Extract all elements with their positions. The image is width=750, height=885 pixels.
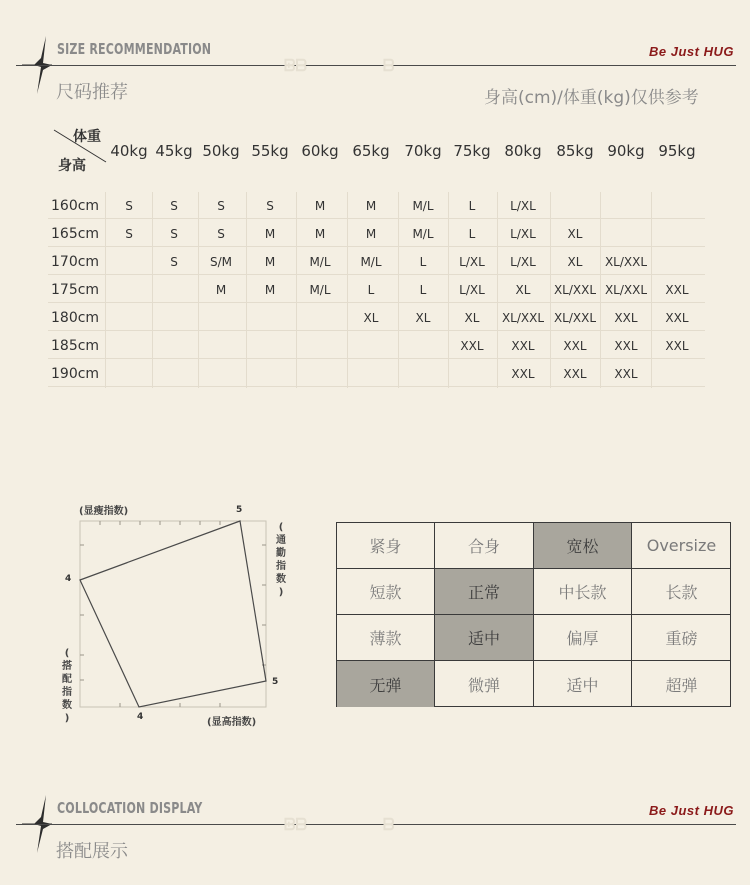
height-label: 185cm — [51, 338, 100, 354]
size-cell: M — [215, 283, 227, 297]
fit-option-cell: 宽松 — [534, 523, 632, 569]
size-cell: L — [468, 227, 476, 241]
height-label: 160cm — [51, 198, 100, 214]
fit-option-cell: 偏厚 — [534, 615, 632, 661]
size-cell: L — [419, 283, 427, 297]
radar-chart — [0, 495, 300, 735]
size-cell: M — [314, 227, 326, 241]
corner-height-label: 身高 — [58, 158, 86, 174]
height-label: 180cm — [51, 310, 100, 326]
size-cell: M — [365, 199, 377, 213]
size-cell: M/L — [309, 283, 331, 297]
weight-header: 70kg — [404, 142, 442, 160]
weight-header: 60kg — [301, 142, 339, 160]
size-cell: M — [264, 255, 276, 269]
table-row-rule — [48, 358, 705, 359]
fit-option-cell: 微弹 — [435, 661, 534, 707]
size-cell: L/XL — [459, 283, 485, 297]
table-row-rule — [48, 274, 705, 275]
fit-option-cell: 重磅 — [632, 615, 731, 661]
fit-option-cell: 薄款 — [337, 615, 435, 661]
height-label: 165cm — [51, 226, 100, 242]
fit-option-cell: Oversize — [632, 523, 731, 569]
weight-header: 45kg — [155, 142, 193, 160]
radar-value-left: 4 — [65, 574, 72, 584]
table-row-rule — [48, 386, 705, 387]
size-cell: XL/XXL — [553, 283, 597, 297]
size-note: 身高(cm)/体重(kg)仅供参考 — [484, 88, 699, 108]
faint-watermark-icon: ᗸᗷ — [284, 56, 308, 75]
table-row-rule — [48, 330, 705, 331]
size-cell: S — [125, 227, 133, 241]
radar-label-top: (显瘦指数) — [79, 506, 129, 517]
collocation-title-cn: 搭配展示 — [56, 841, 128, 862]
fit-option-cell: 适中 — [534, 661, 632, 707]
size-cell: XXL — [511, 339, 535, 353]
size-cell: M/L — [360, 255, 382, 269]
size-cell: S — [217, 199, 225, 213]
size-cell: S — [217, 227, 225, 241]
table-row-rule — [48, 218, 705, 219]
header-rule — [16, 65, 736, 66]
size-cell: XXL — [614, 367, 638, 381]
radar-polygon — [80, 521, 266, 707]
size-cell: XXL — [460, 339, 484, 353]
size-cell: S — [170, 199, 178, 213]
radar-value-top: 5 — [236, 505, 243, 515]
fit-option-cell: 短款 — [337, 569, 435, 615]
size-cell: M — [264, 227, 276, 241]
size-cell: XL/XXL — [553, 311, 597, 325]
size-cell: L/XL — [510, 199, 536, 213]
brand-logo: Be Just HUG — [649, 44, 734, 59]
size-cell: S — [170, 255, 178, 269]
radar-label-left: ( 搭 配 指 数 ) — [62, 648, 72, 724]
faint-watermark-icon: ᗷ — [383, 815, 395, 834]
size-cell: XL — [515, 283, 531, 297]
size-cell: XL — [363, 311, 379, 325]
weight-header: 75kg — [453, 142, 491, 160]
size-cell: L — [367, 283, 375, 297]
size-cell: L/XL — [510, 255, 536, 269]
fit-option-cell: 正常 — [435, 569, 534, 615]
faint-watermark-icon: ᗷ — [383, 56, 395, 75]
size-cell: XXL — [511, 367, 535, 381]
size-cell: L — [419, 255, 427, 269]
size-cell: XL/XXL — [604, 255, 648, 269]
size-cell: XL/XXL — [501, 311, 545, 325]
size-cell: M — [264, 283, 276, 297]
size-cell: XL — [567, 227, 583, 241]
fit-option-cell: 合身 — [435, 523, 534, 569]
radar-label-right: ( 通 勤 指 数 ) — [276, 522, 286, 598]
corner-weight-label: 体重 — [73, 129, 101, 145]
size-cell: S/M — [209, 255, 232, 269]
collocation-header — [0, 799, 750, 879]
size-cell: M/L — [412, 199, 434, 213]
table-row-rule — [48, 302, 705, 303]
faint-watermark-icon: ᗸᗷ — [284, 815, 308, 834]
size-cell: XXL — [563, 367, 587, 381]
fit-option-cell: 超弹 — [665, 675, 698, 695]
radar-label-bottom: (显高指数) — [207, 717, 257, 728]
size-cell: XXL — [614, 311, 638, 325]
size-cell: L/XL — [510, 227, 536, 241]
table-row-rule — [48, 246, 705, 247]
size-cell: L — [468, 199, 476, 213]
fit-option-cell: 中长款 — [534, 569, 632, 615]
radar-frame — [0, 495, 300, 735]
size-cell: XL/XXL — [604, 283, 648, 297]
size-cell: S — [170, 227, 178, 241]
header-rule — [16, 824, 736, 825]
weight-header: 40kg — [110, 142, 148, 160]
size-header — [0, 40, 750, 120]
radar-value-right: 5 — [272, 677, 279, 687]
size-cell: M/L — [309, 255, 331, 269]
size-cell: L/XL — [459, 255, 485, 269]
size-cell: M — [365, 227, 377, 241]
size-cell: XXL — [563, 339, 587, 353]
weight-header: 55kg — [251, 142, 289, 160]
fit-option-cell: 适中 — [435, 615, 534, 661]
weight-header: 95kg — [658, 142, 696, 160]
size-cell: M — [314, 199, 326, 213]
size-cell: S — [125, 199, 133, 213]
size-cell: XXL — [665, 339, 689, 353]
weight-header: 90kg — [607, 142, 645, 160]
fit-option-cell: 无弹 — [337, 661, 435, 707]
radar-value-bottom: 4 — [137, 712, 144, 722]
height-label: 190cm — [51, 366, 100, 382]
size-cell: XL — [415, 311, 431, 325]
weight-header: 50kg — [202, 142, 240, 160]
size-cell: XL — [567, 255, 583, 269]
size-cell: XL — [464, 311, 480, 325]
section-title-cn: 尺码推荐 — [56, 82, 128, 103]
weight-header: 80kg — [504, 142, 542, 160]
size-cell: S — [266, 199, 274, 213]
fit-option-cell: 长款 — [632, 569, 731, 615]
section-title-en: SIZE RECOMMENDATION — [57, 40, 212, 58]
weight-header: 65kg — [352, 142, 390, 160]
size-cell: XXL — [614, 339, 638, 353]
brand-logo: Be Just HUG — [649, 803, 734, 818]
fit-attribute-grid — [336, 522, 731, 707]
size-cell: XXL — [665, 283, 689, 297]
height-label: 170cm — [51, 254, 100, 270]
size-cell: M/L — [412, 227, 434, 241]
fit-option-cell: 紧身 — [337, 523, 435, 569]
weight-header: 85kg — [556, 142, 594, 160]
collocation-title-en: COLLOCATION DISPLAY — [57, 799, 203, 817]
height-label: 175cm — [51, 282, 100, 298]
size-cell: XXL — [665, 311, 689, 325]
